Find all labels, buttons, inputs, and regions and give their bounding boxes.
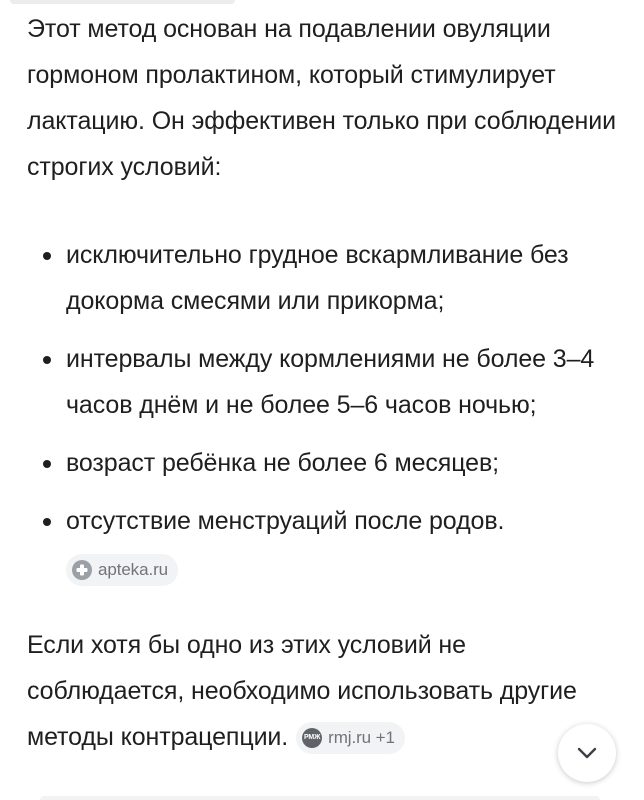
rmj-logo-icon: РМЖ	[302, 728, 322, 748]
conditions-list	[27, 232, 627, 544]
intro-paragraph: Этот метод основан на подавлении овуляции гормоном пролактином, который стимулирует лактацию. Он эффективен только при соблюдении строгих условий:	[27, 15, 616, 181]
chevron-down-icon	[573, 739, 601, 767]
list-item	[27, 336, 627, 428]
list-item-text: отсутствие менструаций после родов.	[66, 507, 505, 535]
conclusion-paragraph	[27, 622, 627, 760]
source-chip-label: rmj.ru +1	[328, 728, 395, 748]
bottom-edge	[40, 796, 600, 800]
bullet-icon	[43, 518, 51, 526]
answer-content	[27, 6, 627, 760]
list-item	[27, 232, 627, 324]
list-item-text: исключительно грудное вскармливание без докорма смесями или прикорма;	[66, 241, 569, 315]
conclusion-text: Если хотя бы одно из этих условий не соблюдается, необходимо использовать другие методы контрацепции.	[27, 631, 577, 751]
bullet-icon	[43, 460, 51, 468]
list-item-text: интервалы между кормлениями не более 3–4 часов днём и не более 5–6 часов ночью;	[66, 345, 595, 419]
list-item	[27, 498, 627, 544]
list-item	[27, 440, 627, 486]
source-chip-apteka[interactable]	[66, 554, 178, 586]
plus-cross-icon	[72, 560, 92, 580]
source-chip-rmj[interactable]	[296, 722, 405, 754]
bullet-icon	[43, 356, 51, 364]
list-item-text: возраст ребёнка не более 6 месяцев;	[66, 449, 499, 477]
top-grip	[10, 0, 235, 4]
source-chip-label: apteka.ru	[98, 559, 168, 579]
expand-button[interactable]	[558, 724, 616, 782]
bullet-icon	[43, 252, 51, 260]
